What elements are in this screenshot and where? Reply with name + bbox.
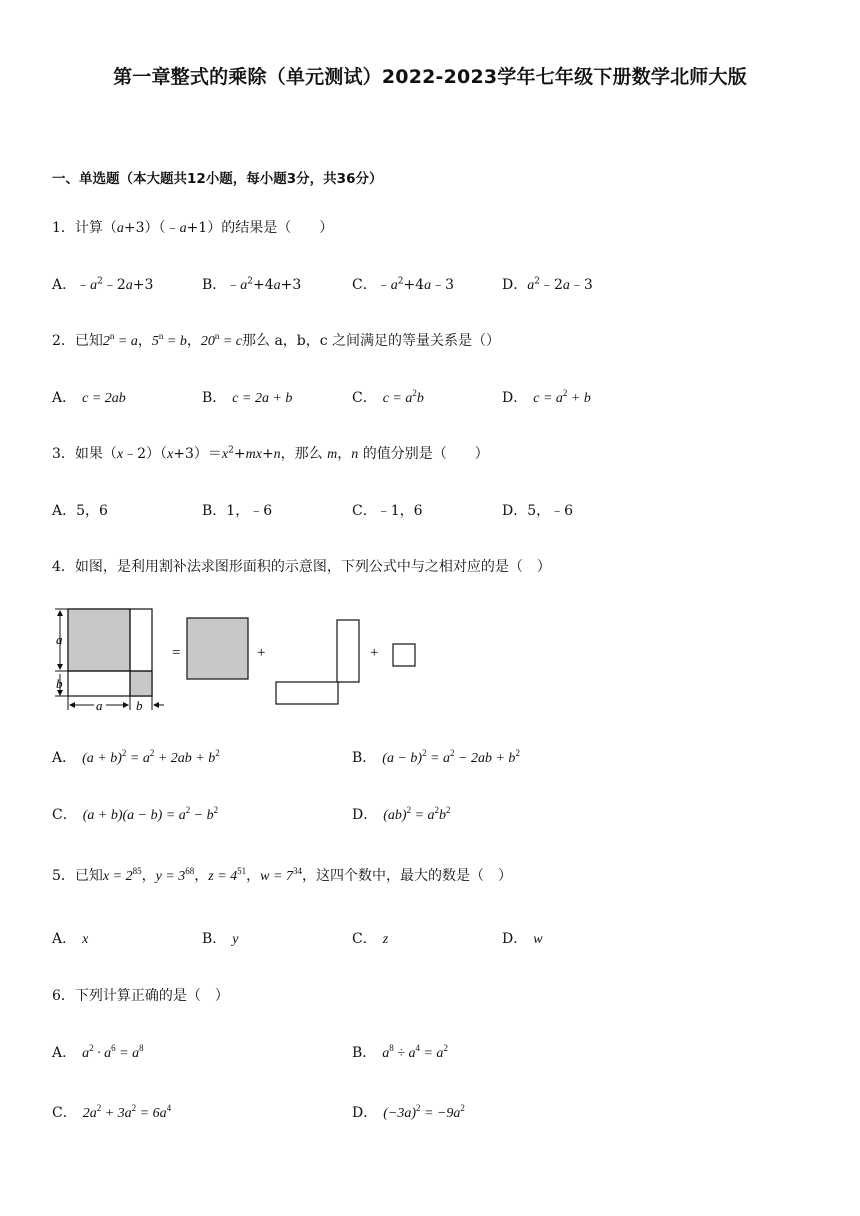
q3-option-a[interactable]: A．5，6 bbox=[52, 503, 108, 519]
option-label: A． bbox=[52, 931, 77, 947]
q5-option-b[interactable]: B． y bbox=[202, 931, 239, 947]
q5-option-a[interactable]: A． x bbox=[52, 931, 89, 947]
q2-option-b[interactable]: B． c = 2a + b bbox=[202, 390, 293, 406]
option-label: A． bbox=[52, 1045, 77, 1061]
label-b-vertical: b bbox=[56, 676, 63, 691]
section-heading: 一、单选题（本大题共12小题，每小题3分，共36分） bbox=[52, 171, 383, 187]
question-6-stem: 6．下列计算正确的是（ ） bbox=[52, 988, 229, 1004]
label-a-horizontal: a bbox=[96, 698, 103, 713]
option-label: C． bbox=[352, 931, 377, 947]
option-label: C． bbox=[352, 277, 377, 293]
b-squared-square bbox=[393, 644, 415, 666]
q2-option-d[interactable]: D． $c = a^2 + b$ bbox=[502, 388, 591, 406]
q3-option-d[interactable]: D．5，﹣6 bbox=[502, 503, 574, 519]
option-label: D． bbox=[502, 931, 528, 947]
q1-option-d[interactable]: D．$a^2﹣2a﹣3$ bbox=[502, 276, 593, 293]
label-b-horizontal: b bbox=[136, 698, 143, 713]
q4-option-a[interactable]: A． $(a + b)^2 = a^2 + 2ab + b^2$ bbox=[52, 748, 220, 766]
q3-option-c[interactable]: C．﹣1，6 bbox=[352, 503, 423, 519]
option-label: D． bbox=[502, 277, 528, 293]
q4-option-d[interactable]: D． $(ab)^2 = a^2b^2$ bbox=[352, 805, 451, 823]
option-label: B． bbox=[352, 750, 377, 766]
q2-option-a[interactable]: A． c = 2ab bbox=[52, 390, 126, 406]
option-label: B． bbox=[202, 390, 227, 406]
q6-option-a[interactable]: A． $a^2 \cdot a^6 = a^8$ bbox=[52, 1043, 144, 1061]
horizontal-ab-rect bbox=[276, 682, 338, 704]
vertical-ab-rect bbox=[337, 620, 359, 682]
page-title: 第一章整式的乘除（单元测试）2022-2023学年七年级下册数学北师大版 bbox=[113, 66, 747, 88]
q2-option-c[interactable]: C． $c = a^2b$ bbox=[352, 388, 424, 406]
plus-sign-1: + bbox=[257, 645, 266, 661]
q5-option-c[interactable]: C． z bbox=[352, 931, 389, 947]
option-label: B． bbox=[202, 277, 227, 293]
option-label: B． bbox=[202, 931, 227, 947]
question-2-stem: 2．已知$2^n = a$，$5^n = b$，$20^n = c$那么 a，b，c 之间满足的等量关系是（） bbox=[52, 331, 501, 349]
shaded-a-square bbox=[68, 609, 130, 671]
option-label: D． bbox=[502, 390, 528, 406]
q6-option-d[interactable]: D． $(-3a)^2 = -9a^2$ bbox=[352, 1103, 465, 1121]
option-label: A． bbox=[52, 277, 77, 293]
question-4-stem: 4．如图，是利用割补法求图形面积的示意图，下列公式中与之相对应的是（ ） bbox=[52, 559, 551, 575]
label-a-vertical: a bbox=[56, 632, 63, 647]
shaded-b-square bbox=[130, 671, 152, 696]
equals-sign: = bbox=[172, 645, 181, 661]
option-label: C． bbox=[52, 1105, 77, 1121]
q6-option-b[interactable]: B． $a^8 \div a^4 = a^2$ bbox=[352, 1043, 448, 1061]
question-5-stem: 5．已知$x = 2^{85}$，$y = 3^{68}$，$z = 4^{51}$，$w = 7^{34}$，这四个数中，最大的数是（ ） bbox=[52, 866, 512, 884]
plus-sign-2: + bbox=[370, 645, 379, 661]
option-label: A． bbox=[52, 750, 77, 766]
option-label: B． bbox=[352, 1045, 377, 1061]
q1-option-a[interactable]: A．$﹣a^2﹣2a+3$ bbox=[52, 276, 154, 293]
a-squared-square bbox=[187, 618, 248, 679]
q3-option-b[interactable]: B．1，﹣6 bbox=[202, 503, 273, 519]
question-3-stem: 3．如果$(x﹣2)(x+3)=x^2+mx+n$，那么 m，n 的值分别是（ ） bbox=[52, 445, 489, 462]
option-label: C． bbox=[52, 807, 77, 823]
area-diagram bbox=[50, 604, 430, 716]
q4-option-c[interactable]: C． $(a + b)(a - b) = a^2 - b^2$ bbox=[52, 805, 219, 823]
q1-option-c[interactable]: C．$﹣a^2+4a﹣3$ bbox=[352, 276, 455, 293]
question-1-stem: 1．计算（a+3）（﹣a+1）的结果是（ ） bbox=[52, 220, 334, 236]
option-label: C． bbox=[352, 390, 377, 406]
q5-option-d[interactable]: D． w bbox=[502, 931, 543, 947]
q6-option-c[interactable]: C． $2a^2 + 3a^2 = 6a^4$ bbox=[52, 1103, 172, 1121]
option-label: A． bbox=[52, 390, 77, 406]
option-label: D． bbox=[352, 807, 378, 823]
q4-option-b[interactable]: B． $(a - b)^2 = a^2 - 2ab + b^2$ bbox=[352, 748, 520, 766]
q1-option-b[interactable]: B．$﹣a^2+4a+3$ bbox=[202, 276, 302, 293]
option-label: D． bbox=[352, 1105, 378, 1121]
